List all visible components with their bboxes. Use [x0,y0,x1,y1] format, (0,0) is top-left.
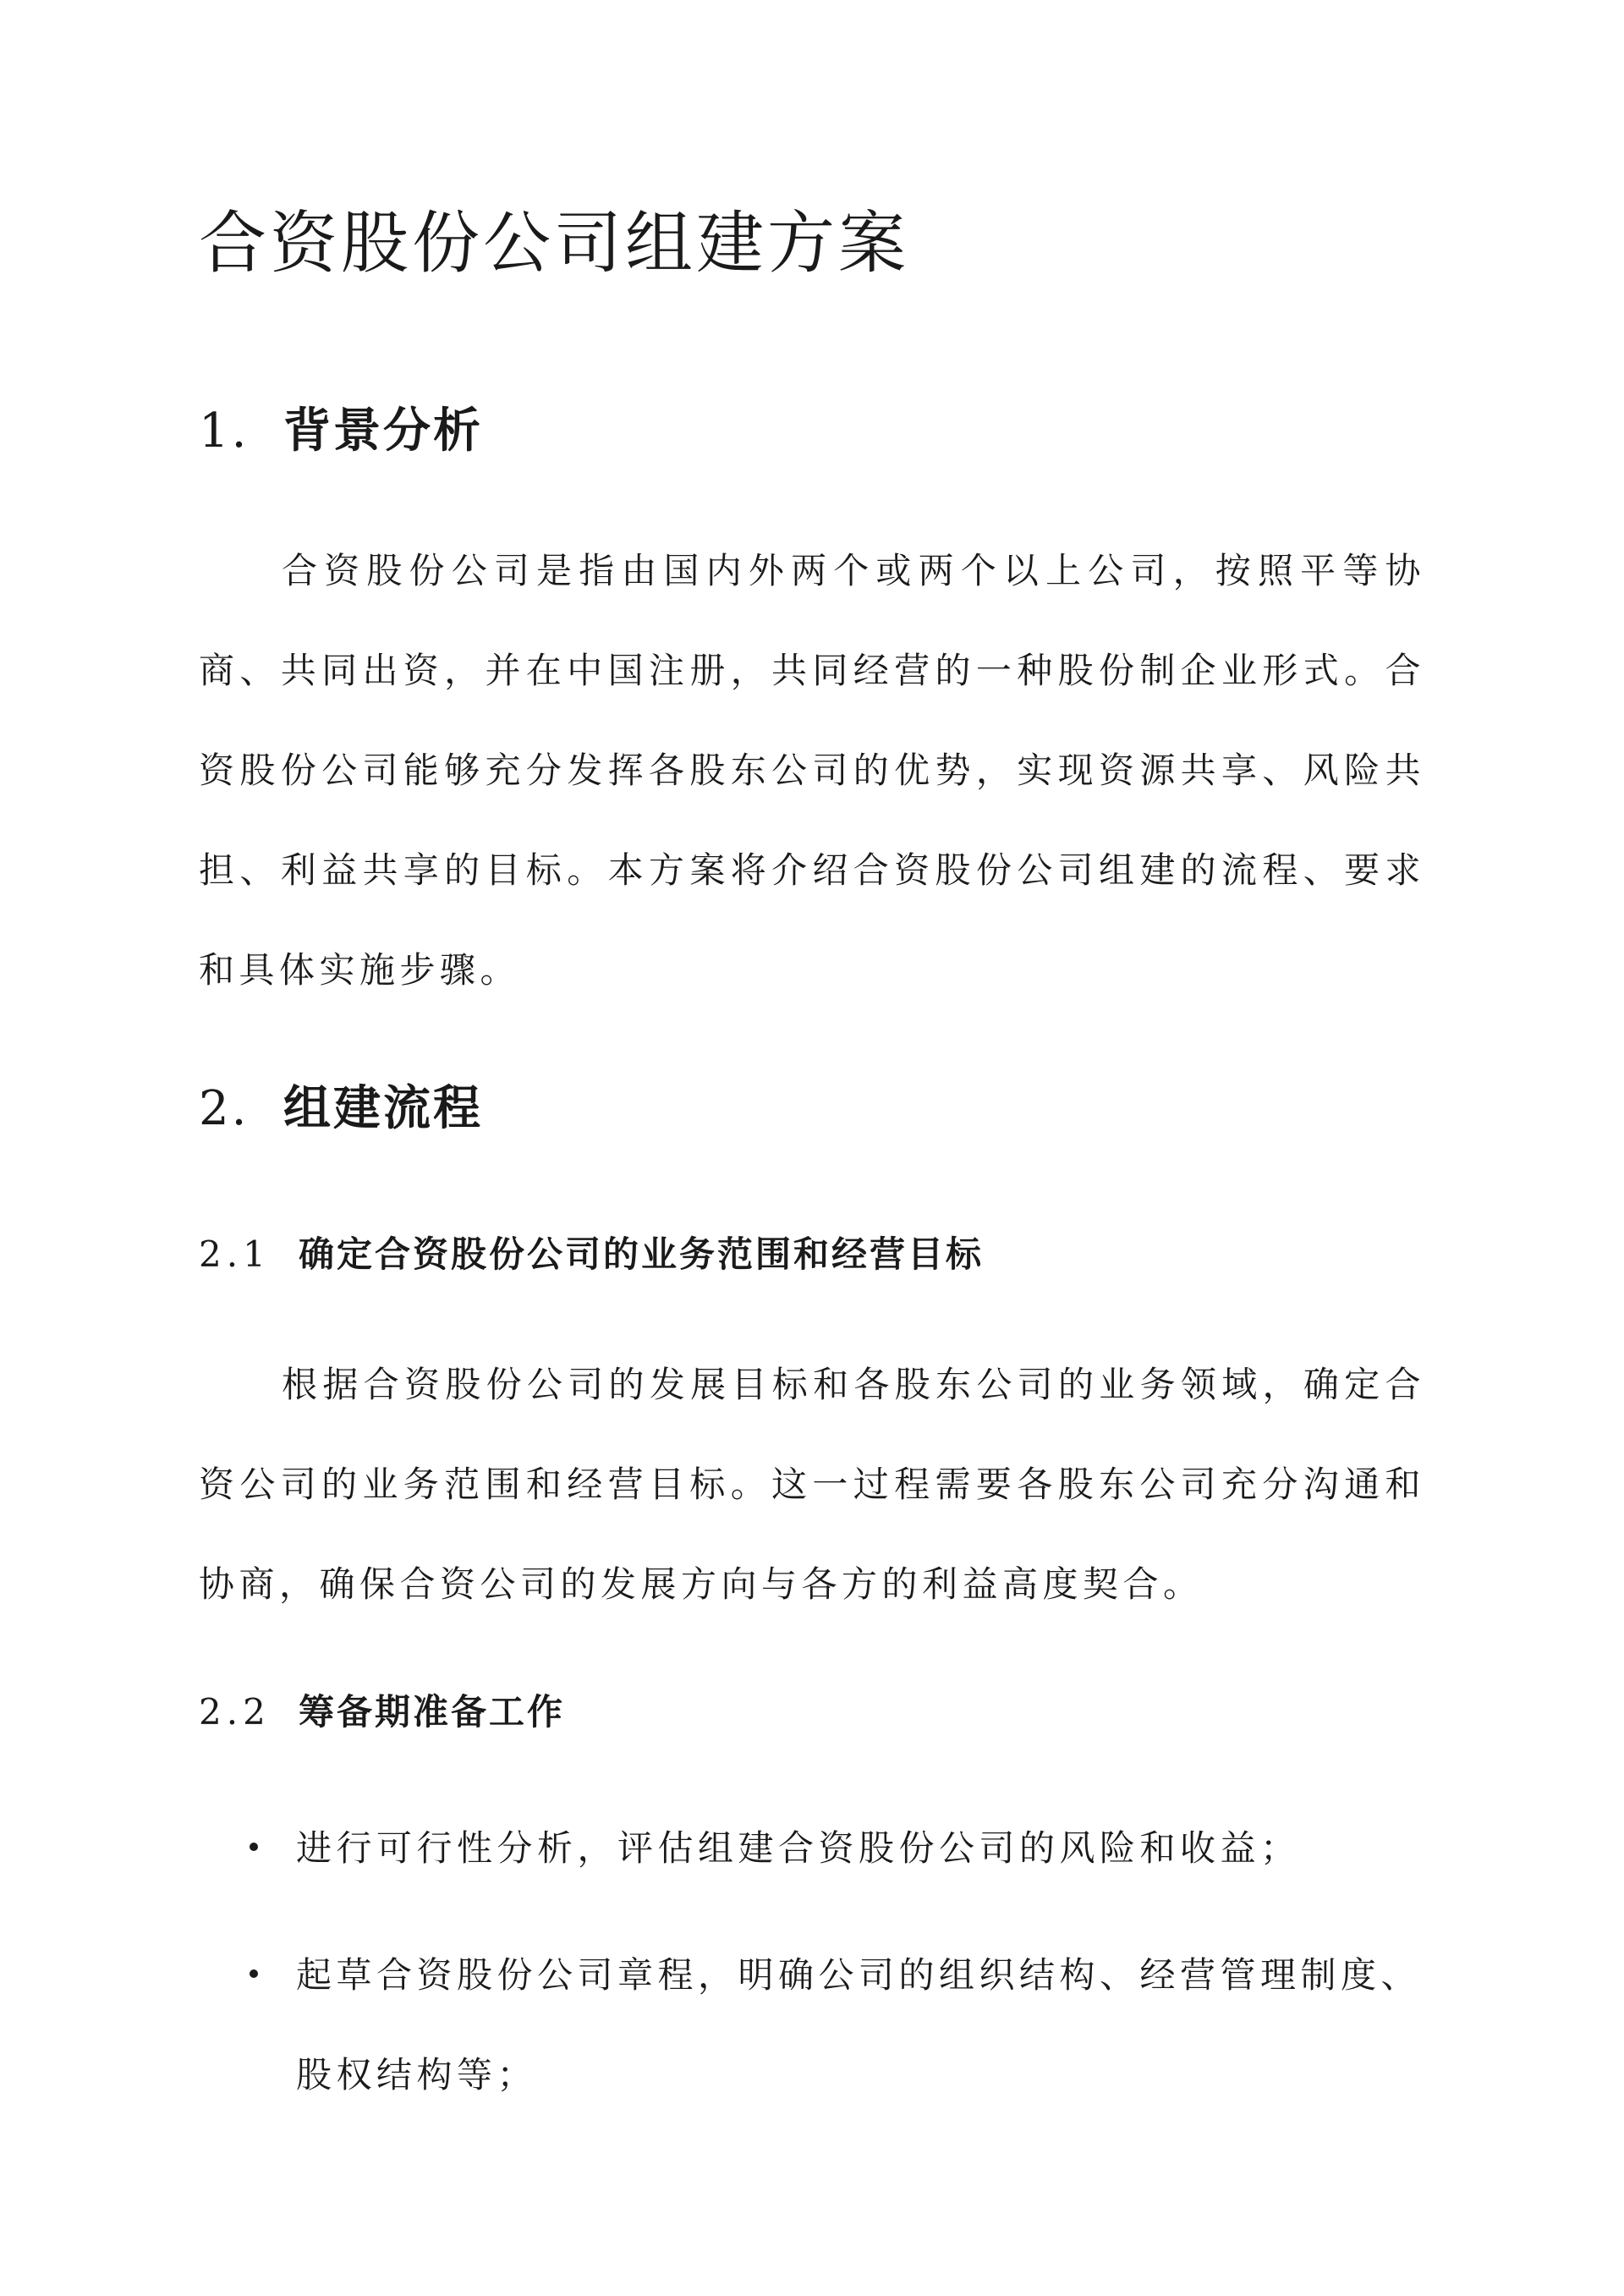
section-2-title: 组建流程 [283,1080,483,1136]
list-item [199,1799,1425,1898]
section-1-title: 背景分析 [283,403,483,459]
section-2-number: 2. [199,1081,250,1136]
document-title: 合资股份公司组建方案 [199,204,909,283]
section-1-heading [199,401,483,461]
bullet-dot-icon [250,1843,258,1851]
subsection-2-1-paragraph: 根据合资股份公司的发展目标和各股东公司的业务领域，确定合资公司的业务范围和经营目标。这一过程需要各股东公司充分沟通和协商，确保合资公司的发展方向与各方的利益高度契合。 [199,1364,1425,1605]
bullet-dot-icon [250,1969,258,1978]
subsection-2-1-title: 确定合资股份公司的业务范围和经营目标 [299,1233,985,1275]
subsection-2-2-number: 2.2 [199,1691,271,1733]
prep-work-list [199,1799,1425,2152]
list-item-text: 起草合资股份公司章程，明确公司的组织结构、经营管理制度、股权结构等； [296,1954,1422,2096]
section-1-paragraph: 合资股份公司是指由国内外两个或两个以上公司，按照平等协商、共同出资，并在中国注册，共同经营的一种股份制企业形式。合资股份公司能够充分发挥各股东公司的优势，实现资源共享、风险共担、利益共享的目标。本方案将介绍合资股份公司组建的流程、要求和具体实施步骤。 [199,550,1425,991]
list-item-text: 进行可行性分析，评估组建合资股份公司的风险和收益； [296,1827,1301,1869]
subsection-2-1-number: 2.1 [199,1233,271,1275]
section-2-heading [199,1079,483,1139]
list-item [199,1925,1425,2125]
subsection-2-2-title: 筹备期准备工作 [299,1691,566,1733]
section-1-number: 1. [199,404,250,459]
subsection-2-1-heading [199,1231,984,1278]
subsection-2-2-heading [199,1689,565,1736]
